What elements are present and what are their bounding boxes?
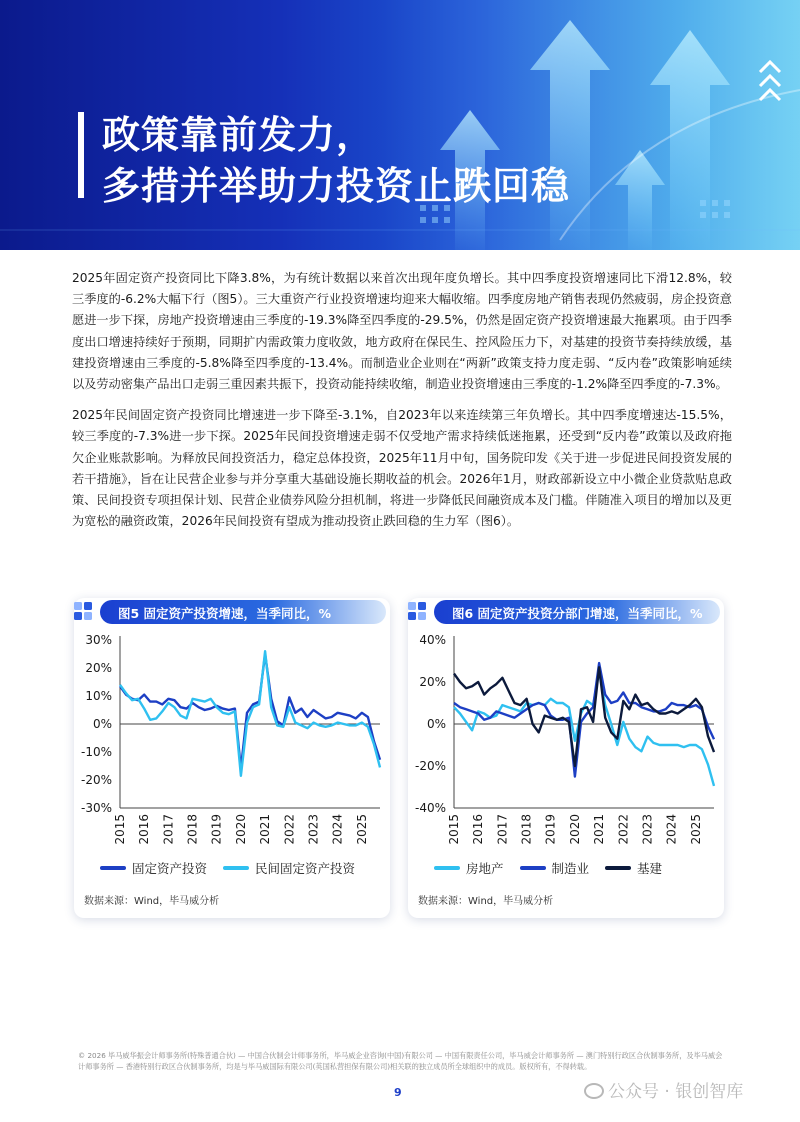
chart-title: 图6 固定资产投资分部门增速，当季同比，%: [452, 606, 703, 621]
grid-dots-icon: [72, 600, 94, 622]
y-tick-label: 30%: [85, 633, 112, 647]
y-tick-label: -20%: [414, 759, 446, 773]
line-chart-fig5: [74, 628, 390, 858]
x-tick-label: 2020: [567, 814, 582, 845]
x-tick-label: 2016: [137, 814, 152, 845]
x-tick-label: 2022: [616, 814, 631, 845]
y-tick-label: -40%: [414, 801, 446, 815]
x-tick-label: 2016: [471, 814, 486, 845]
page-title-line1: 政策靠前发力，: [102, 113, 376, 157]
x-tick-label: 2022: [282, 814, 297, 845]
chart-header: [100, 600, 386, 624]
watermark: [584, 1077, 743, 1102]
y-tick-label: -30%: [80, 801, 112, 815]
legend-label: 民间固定资产投资: [255, 861, 356, 876]
chart-title: 图5 固定资产投资增速，当季同比，%: [118, 606, 332, 621]
legend-item: [100, 859, 207, 877]
series-line: [120, 654, 380, 769]
x-tick-label: 2019: [209, 814, 224, 845]
paragraph-1: 2025年固定资产投资同比下降3.8%，为有统计数据以来首次出现年度负增长。其中四季度投资增速同比下滑12.8%，较三季度的-6.2%大幅下行（图5）。三大重资产行业投资增速均迎来大幅收缩。四季度房地产销售表现仍然疲弱，房企投资意愿进一步下探，房地产投资增速由三季度的-19.3%降至四季度的-29.5%，仍然是固定资产投资增速最大拖累项。由于四季度出口增速持续好于预期，同期扩内需政策力度收敛，地方政府在保民生、控风险压力下，对基建的投资节奏持续放缓，基建投资增速由三季度的-5.8%降至四季度的-13.4%。而制造业企业则在“两新”政策支持力度走弱、“反内卷”政策影响延续以及劳动密集产品出口走弱三重因素共振下，投资动能持续收缩，制造业投资增速由三季度的-1.2%降至四季度的-7.3%。: [72, 271, 732, 392]
legend-swatch: [100, 866, 126, 870]
chart-card-fig6: [408, 598, 724, 918]
title-accent-bar: [78, 112, 84, 198]
chart-card-fig5: [74, 598, 390, 918]
y-tick-label: 10%: [85, 689, 112, 703]
x-tick-label: 2017: [495, 814, 510, 845]
wechat-icon: [584, 1083, 604, 1099]
chart-header: [434, 600, 720, 624]
series-line: [454, 672, 714, 786]
y-tick-label: 20%: [419, 675, 446, 689]
x-tick-label: 2019: [543, 814, 558, 845]
x-tick-label: 2020: [233, 814, 248, 845]
x-tick-label: 2023: [306, 814, 321, 845]
legend-swatch: [605, 866, 631, 870]
x-tick-label: 2025: [688, 814, 703, 845]
legend-swatch: [520, 866, 546, 870]
legend-label: 制造业: [551, 861, 590, 876]
x-tick-label: 2018: [519, 814, 534, 845]
y-tick-label: 40%: [419, 633, 446, 647]
chart-source: 数据来源：Wind，毕马威分析: [84, 896, 220, 907]
paragraph-2: 2025年民间固定资产投资同比增速进一步下降至-3.1%，自2023年以来连续第三年负增长。其中四季度增速达-15.5%，较三季度的-7.3%进一步下探。2025年民间投资增速走弱不仅受地产需求持续低迷拖累，还受到“反内卷”政策以及政府拖欠企业账款影响。为释放民间投资活力，稳定总体投资，2025年11月中旬，国务院印发《关于进一步促进民间投资发展的若干措施》，旨在让民营企业参与并分享重大基础设施长期收益的机会。2026年1月，财政部新设立中小微企业贷款贴息政策、民间投资专项担保计划、民营企业债券风险分担机制，将进一步降低民间融资成本及门槛。伴随准入项目的增加以及更为宽松的融资政策，2026年民间投资有望成为推动投资止跌回稳的生力军（图6）。: [72, 408, 732, 529]
legend-label: 基建: [637, 861, 663, 876]
x-tick-label: 2015: [113, 814, 127, 845]
legend-label: 固定资产投资: [132, 861, 208, 876]
x-tick-label: 2021: [258, 814, 273, 845]
legend-item: [605, 859, 662, 877]
grid-dots-icon: [406, 600, 428, 622]
y-tick-label: 20%: [85, 661, 112, 675]
x-tick-label: 2024: [330, 814, 345, 845]
line-chart-fig6: [408, 628, 724, 858]
y-tick-label: -20%: [80, 773, 112, 787]
series-line: [454, 663, 714, 776]
x-tick-label: 2017: [161, 814, 176, 845]
legend-swatch: [223, 866, 249, 870]
chart-source: 数据来源：Wind，毕马威分析: [418, 896, 554, 907]
x-tick-label: 2018: [185, 814, 200, 845]
legend-item: [520, 859, 590, 877]
x-tick-label: 2015: [447, 814, 461, 845]
y-tick-label: 0%: [92, 717, 112, 731]
page-title-line2: 多措并举助力投资止跌回稳: [102, 164, 571, 208]
chart-legend: [100, 858, 371, 877]
legend-label: 房地产: [466, 861, 504, 876]
y-tick-label: 0%: [426, 717, 446, 731]
watermark-text: 公众号 · 银创智库: [608, 1082, 744, 1102]
header-banner: [0, 0, 800, 250]
footer-copyright: © 2026 毕马威华振会计师事务所(特殊普通合伙) — 中国合伙制会计师事务所，毕马威企业咨询(中国)有限公司 — 中国有限责任公司，毕马威会计师事务所 — 澳门特别行政区合伙制事务所，及毕马威会计师事务所 — 香港特别行政区合伙制事务所，均是与毕马威国际有限公司(英国私营担保有限公司)相关联的独立成员所全球组织中的成员。版权所有，不得转载。: [78, 1051, 723, 1071]
legend-item: [223, 859, 355, 877]
chart-legend: [434, 858, 678, 877]
body-text: [72, 268, 732, 542]
x-tick-label: 2025: [354, 814, 369, 845]
page-number: 9: [394, 1086, 402, 1099]
x-tick-label: 2024: [664, 814, 679, 845]
x-tick-label: 2023: [640, 814, 655, 845]
legend-swatch: [434, 866, 460, 870]
y-tick-label: -10%: [80, 745, 112, 759]
x-tick-label: 2021: [592, 814, 607, 845]
legend-item: [434, 859, 504, 877]
